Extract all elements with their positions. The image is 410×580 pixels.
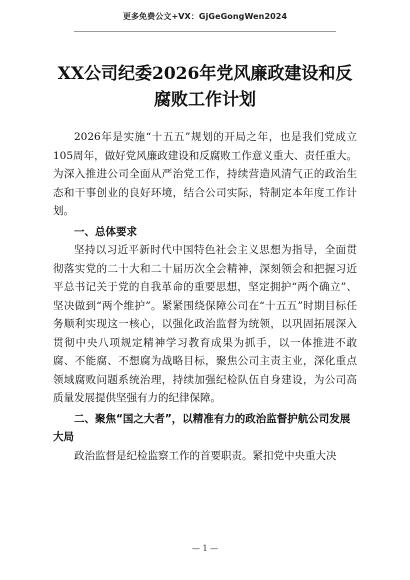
document-body — [53, 128, 357, 465]
header-divider — [74, 31, 336, 32]
document-title: XX公司纪委2026年党风廉政建设和反腐败工作计划 — [57, 64, 353, 110]
page-number: — 1 — — [191, 544, 219, 553]
section-heading: 一、总体要求 — [74, 225, 137, 238]
intro-paragraph: 2026年是实施“十五五”规划的开局之年，也是我们党成立105周年，做好党风廉政建设和反腐败工作意义重大、责任重大。为深入推进公司全面从严治党工作，持续营造风清气正的政治生态和干事创业的良好环境，结合公司实际，特制定本年度工作计划。 — [53, 131, 357, 217]
section-paragraph: 坚持以习近平新时代中国特色社会主义思想为指导，全面贯彻落实党的二十大和二十届历次全会精神，深刻领会和把握习近平总书记关于党的自我革命的重要思想，坚定拥护“两个确立”、坚决做到“两个维护”。紧紧围绕保障公司在“十五五”时期目标任务顺利实现这一核心，以强化政治监督为统领，以巩固拓展深入贯彻中央八项规定精神学习教育成果为抓手，以一体推进不敢腐、不能腐、不想腐为战略目标，聚焦公司主责主业，深化重点领域腐败问题系统治理，持续加强纪检队伍自身建设，为公司高质量发展提供坚强有力的纪律保障。 — [53, 244, 357, 404]
header-note: 更多免费公文+VX：GjGeGongWen2024 — [122, 12, 288, 21]
section-heading: 二、聚焦“国之大者”，以精准有力的政治监督护航公司发展大局 — [53, 412, 351, 443]
section-paragraph: 政治监督是纪检监察工作的首要职责。紧扣党中央重大决 — [74, 449, 337, 462]
